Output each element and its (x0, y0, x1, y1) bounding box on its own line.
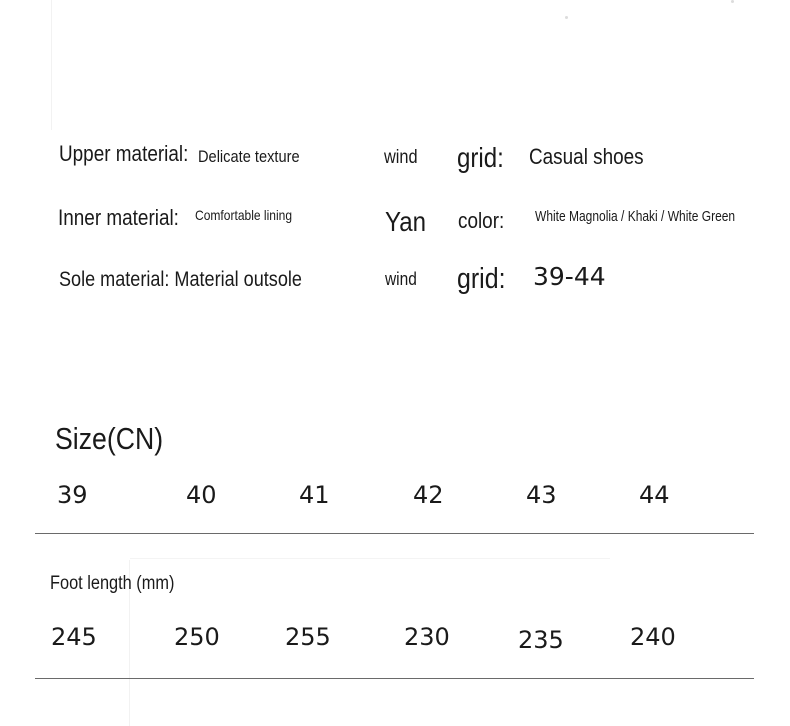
foot-length-cell: 240 (630, 623, 676, 651)
size-range-value: 39-44 (533, 262, 606, 291)
size-heading: Size(CN) (55, 421, 164, 456)
upper-material-label: Upper material: (59, 141, 189, 166)
color-value: White Magnolia / Khaki / White Green (535, 208, 736, 225)
upper-material-value: Delicate texture (198, 147, 300, 166)
sole-material-text: Sole material: Material outsole (59, 268, 302, 291)
size-cell: 42 (413, 481, 444, 509)
foot-length-cell: 245 (51, 623, 97, 651)
foot-length-cell: 255 (285, 623, 331, 651)
foot-length-cell: 250 (174, 623, 220, 651)
background-dot (565, 16, 568, 19)
foot-length-cell: 235 (518, 626, 564, 654)
foot-length-heading: Foot length (mm) (50, 573, 175, 594)
background-line (51, 0, 52, 130)
size-cell: 43 (526, 481, 557, 509)
size-range-label-part: wind (385, 269, 417, 289)
inner-material-value: Comfortable lining (195, 207, 293, 223)
size-cell: 39 (57, 481, 88, 509)
foot-length-cell: 230 (404, 623, 450, 651)
table-divider (35, 678, 754, 679)
background-line (130, 558, 610, 559)
size-cell: 44 (639, 481, 670, 509)
size-cell: 40 (186, 481, 217, 509)
size-range-label-key: grid: (457, 263, 506, 295)
style-label-key: grid: (457, 142, 504, 173)
color-label-key: color: (458, 208, 505, 233)
inner-material-label: Inner material: (58, 205, 179, 230)
color-label-part: Yan (385, 206, 427, 237)
style-value: Casual shoes (529, 144, 644, 169)
size-cell: 41 (299, 481, 330, 509)
table-divider (35, 533, 754, 534)
style-label-part: wind (384, 147, 418, 168)
background-dot (731, 0, 734, 3)
